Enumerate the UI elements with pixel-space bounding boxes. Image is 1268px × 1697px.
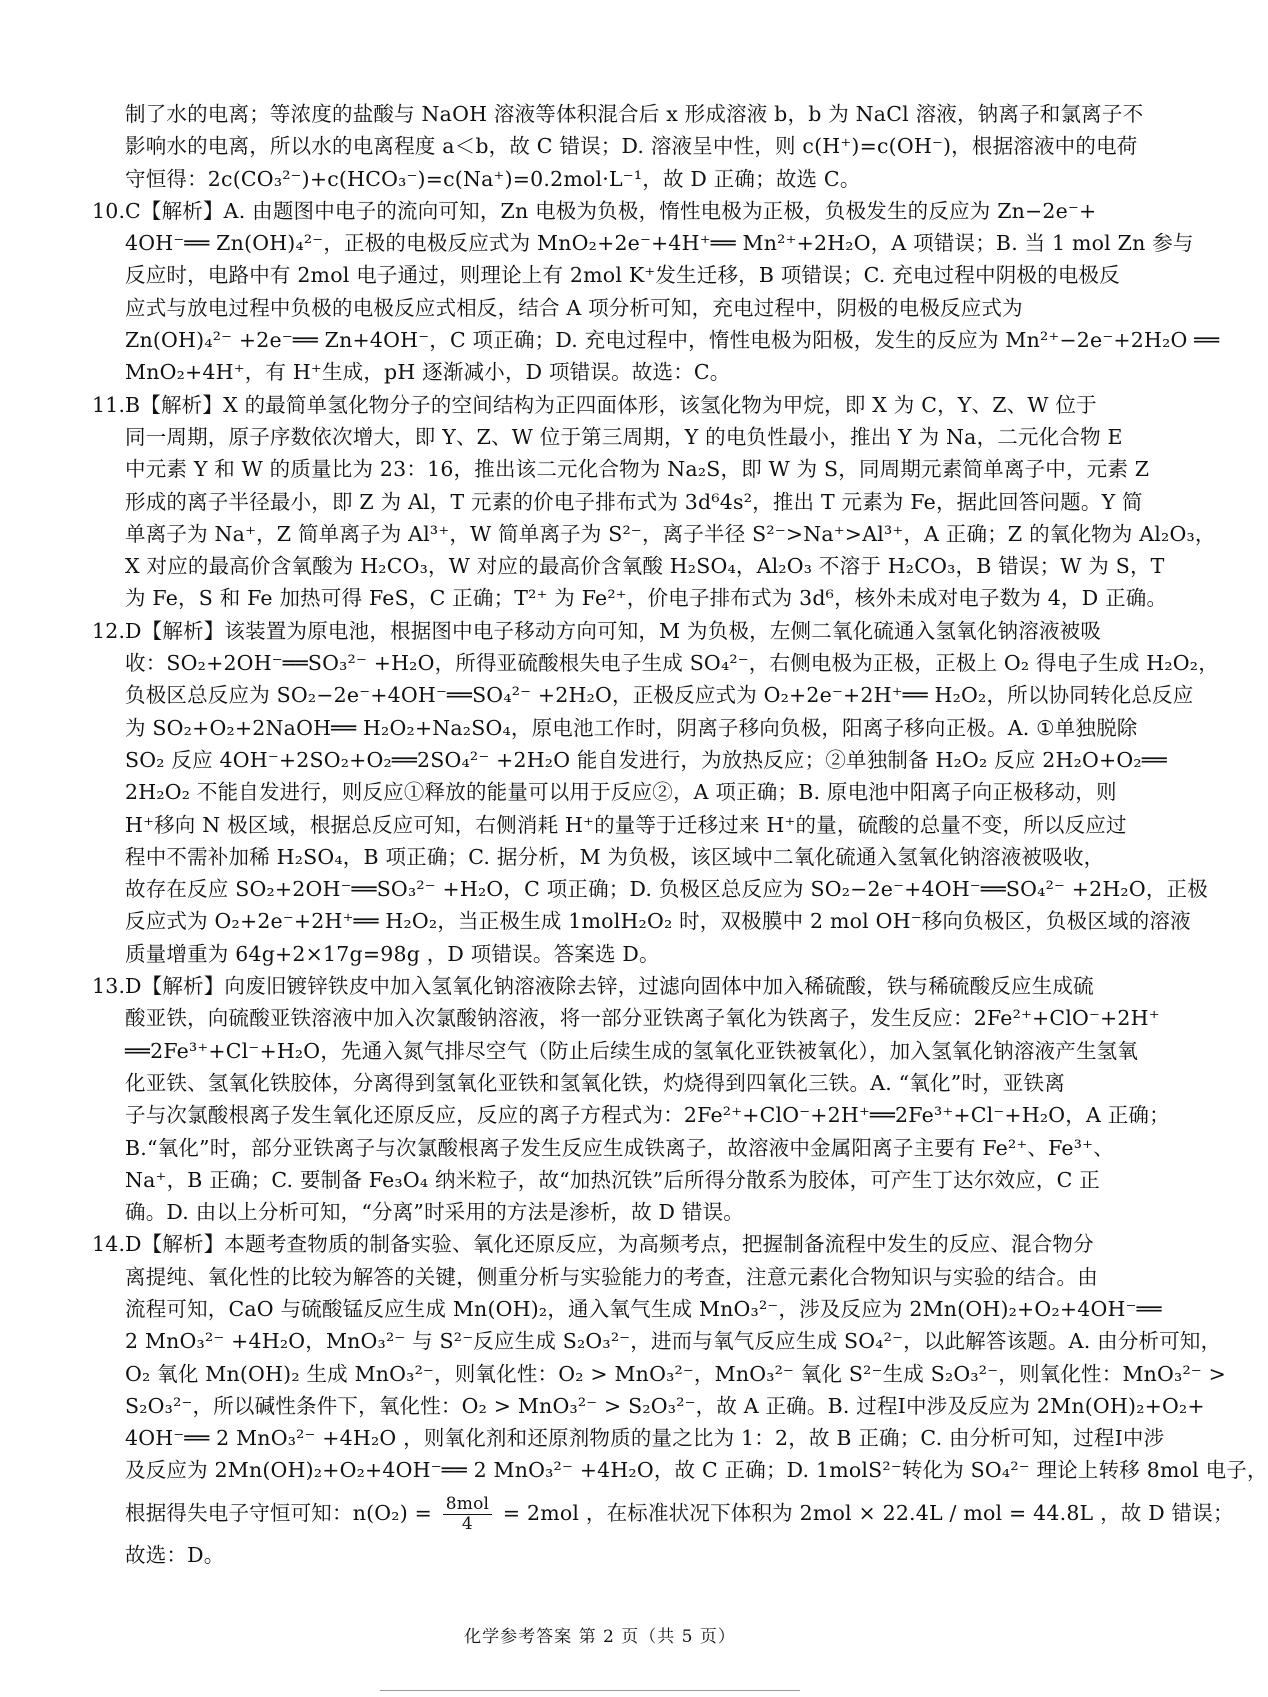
answer-12 [92, 615, 1219, 970]
text-line: D【解析】向废旧镀锌铁皮中加入氢氧化钠溶液除去锌，过滤向固体中加入稀硫酸，铁与稀硫酸反应生成硫 [125, 974, 1094, 999]
fraction-line-after: = 2mol ，在标准状况下体积为 2mol × 22.4L / mol = 44.8L ，故 D 错误； [502, 1500, 1234, 1525]
text-line: X 对应的最高价含氧酸为 H₂CO₃，W 对应的最高价含氧酸 H₂SO₄，Al₂O₃ 不溶于 H₂CO₃，B 错误；W 为 S，T [125, 554, 1165, 579]
fraction [443, 1495, 492, 1534]
text-line: C【解析】A. 由题图中电子的流向可知，Zn 电极为负极，惰性电极为正极，负极发生的反应为 Zn−2e⁻+ [125, 198, 1097, 223]
text-line: B【解析】X 的最简单氢化物分子的空间结构为正四面体形，该氢化物为甲烷，即 X 为 C，Y、Z、W 位于 [125, 392, 1097, 417]
answer-10 [92, 195, 1220, 389]
text-line: O₂ 氧化 Mn(OH)₂ 生成 MnO₃²⁻，则氧化性：O₂ > MnO₃²⁻，MnO₃²⁻ 氧化 S²⁻生成 S₂O₃²⁻，则氧化性：MnO₃²⁻ > [125, 1361, 1226, 1386]
item-number: 12. [92, 618, 126, 643]
text-line: MnO₂+4H⁺，有 H⁺生成，pH 逐渐减小，D 项错误。故选：C。 [125, 360, 731, 385]
text-line: 中元素 Y 和 W 的质量比为 23：16，推出该二元化合物为 Na₂S，即 W 为 S，同周期元素简单离子中，元素 Z [125, 457, 1150, 482]
answer-11 [92, 389, 1216, 615]
text-line: 化亚铁、氢氧化铁胶体，分离得到氢氧化亚铁和氢氧化铁，灼烧得到四氧化三铁。A. “氧化”时，亚铁离 [125, 1070, 1065, 1095]
fraction-numerator: 8mol [443, 1495, 492, 1515]
text-line: 2H₂O₂ 不能自发进行，则反应①释放的能量可以用于反应②，A 项正确；B. 原电池中阳离子向正极移动，则 [125, 780, 1117, 805]
text-line: 反应式为 O₂+2e⁻+2H⁺══ H₂O₂，当正极生成 1molH₂O₂ 时，双极膜中 2 mol OH⁻移向负极区，负极区域的溶液 [125, 909, 1191, 934]
text-line: 流程可知，CaO 与硫酸锰反应生成 Mn(OH)₂，通入氧气生成 MnO₃²⁻，涉及反应为 2Mn(OH)₂+O₂+4OH⁻══ [125, 1296, 1162, 1321]
text-line: 同一周期，原子序数依次增大，即 Y、Z、W 位于第三周期，Y 的电负性最小，推出 Y 为 Na，二元化合物 E [125, 424, 1123, 449]
item-number: 10. [92, 198, 126, 223]
bottom-divider [380, 1690, 800, 1691]
text-line: 离提纯、氧化性的比较为解答的关键，侧重分析与实验能力的考查，注意元素化合物知识与实验的结合。由 [125, 1264, 1098, 1289]
answer-13 [92, 970, 1170, 1228]
text-line: 负极区总反应为 SO₂−2e⁻+4OH⁻══SO₄²⁻ +2H₂O，正极反应式为 O₂+2e⁻+2H⁺══ H₂O₂，所以协同转化总反应 [125, 683, 1194, 708]
text-line: Zn(OH)₄²⁻ +2e⁻══ Zn+4OH⁻，C 项正确；D. 充电过程中，惰性电极为阳极，发生的反应为 Mn²⁺−2e⁻+2H₂O ══ [125, 328, 1220, 353]
text-line: 故选：D。 [125, 1542, 225, 1567]
text-line: S₂O₃²⁻，所以碱性条件下，氧化性：O₂ > MnO₃²⁻ > S₂O₃²⁻，故 A 正确。B. 过程Ⅰ中涉及反应为 2Mn(OH)₂+O₂+ [125, 1393, 1205, 1418]
fraction-denominator: 4 [461, 1513, 473, 1534]
text-line: 程中不需补加稀 H₂SO₄，B 项正确；C. 据分析，M 为负极，该区域中二氧化硫通入氢氧化钠溶液被吸收， [125, 844, 1105, 869]
item-number: 14. [92, 1232, 126, 1257]
text-line: D【解析】本题考查物质的制备实验、氧化还原反应，为高频考点，把握制备流程中发生的反应、混合物分 [125, 1232, 1094, 1257]
page-footer: 化学参考答案 第 2 页（共 5 页） [464, 1627, 736, 1647]
text-line: 酸亚铁，向硫酸亚铁溶液中加入次氯酸钠溶液，将一部分亚铁离子氧化为铁离子，发生反应：2Fe²⁺+ClO⁻+2H⁺ [125, 1006, 1160, 1031]
text-line: SO₂ 反应 4OH⁻+2SO₂+O₂══2SO₄²⁻ +2H₂O 能自发进行，为放热反应；②单独制备 H₂O₂ 反应 2H₂O+O₂══ [125, 747, 1167, 772]
text-line: 反应时，电路中有 2mol 电子通过，则理论上有 2mol K⁺发生迁移，B 项错误；C. 充电过程中阴极的电极反 [125, 263, 1120, 288]
text-line: 4OH⁻══ 2 MnO₃²⁻ +4H₂O ，则氧化剂和还原剂物质的量之比为 1：2，故 B 正确；C. 由分析可知，过程Ⅰ中涉 [125, 1426, 1165, 1451]
text-line: B.“氧化”时，部分亚铁离子与次氯酸根离子发生反应生成铁离子，故溶液中金属阳离子主要有 Fe²⁺、Fe³⁺、 [125, 1135, 1114, 1160]
text-line: 确。D. 由以上分析可知，“分离”时采用的方法是渗析，故 D 错误。 [125, 1200, 744, 1225]
text-line: 质量增重为 64g+2×17g=98g ，D 项错误。答案选 D。 [125, 941, 660, 966]
fraction-line [92, 1487, 1234, 1539]
text-line: Na⁺，B 正确；C. 要制备 Fe₃O₄ 纳米粒子，故“加热沉铁”后所得分散系为胶体，可产生丁达尔效应，C 正 [125, 1167, 1100, 1192]
intro-paragraph [92, 98, 1144, 195]
text-line: 收：SO₂+2OH⁻══SO₃²⁻ +H₂O，所得亚硫酸根失电子生成 SO₄²⁻，右侧电极为正极，正极上 O₂ 得电子生成 H₂O₂， [125, 651, 1219, 676]
text-line: 故存在反应 SO₂+2OH⁻══SO₃²⁻ +H₂O，C 项正确；D. 负极区总反应为 SO₂−2e⁻+4OH⁻══SO₄²⁻ +2H₂O，正极 [125, 877, 1208, 902]
text-line: 形成的离子半径最小，即 Z 为 Al，T 元素的价电子排布式为 3d⁶4s²，推出 T 元素为 Fe，据此回答问题。Y 简 [125, 489, 1143, 514]
text-line: 影响水的电离，所以水的电离程度 a＜b，故 C 错误；D. 溶液呈中性，则 c(H⁺)=c(OH⁻)，根据溶液中的电荷 [125, 134, 1138, 159]
text-line: 单离子为 Na⁺，Z 简单离子为 Al³⁺，W 简单离子为 S²⁻，离子半径 S²⁻>Na⁺>Al³⁺，A 正确；Z 的氧化物为 Al₂O₃， [125, 521, 1216, 546]
text-line: 及反应为 2Mn(OH)₂+O₂+4OH⁻══ 2 MnO₃²⁻ +4H₂O，故 C 正确；D. 1molS²⁻转化为 SO₄²⁻ 理论上转移 8mol 电子， [125, 1458, 1268, 1483]
text-line: 制了水的电离；等浓度的盐酸与 NaOH 溶液等体积混合后 x 形成溶液 b，b 为 NaCl 溶液，钠离子和氯离子不 [125, 102, 1144, 126]
text-line: 子与次氯酸根离子发生氧化还原反应，反应的离子方程式为：2Fe²⁺+ClO⁻+2H⁺══2Fe³⁺+Cl⁻+H₂O，A 正确； [125, 1103, 1170, 1128]
item-number: 11. [92, 392, 126, 417]
text-line: H⁺移向 N 极区域，根据总反应可知，右侧消耗 H⁺的量等于迁移过来 H⁺的量，硫酸的总量不变，所以反应过 [125, 812, 1127, 837]
text-line: 4OH⁻══ Zn(OH)₄²⁻，正极的电极反应式为 MnO₂+2e⁻+4H⁺══ Mn²⁺+2H₂O，A 项错误；B. 当 1 mol Zn 参与 [125, 231, 1194, 256]
text-line: 应式与放电过程中负极的电极反应式相反，结合 A 项分析可知，充电过程中，阴极的电极反应式为 [125, 295, 1023, 320]
text-line: 2 MnO₃²⁻ +4H₂O，MnO₃²⁻ 与 S²⁻反应生成 S₂O₃²⁻，进而与氧气反应生成 SO₄²⁻，以此解答该题。A. 由分析可知， [125, 1329, 1222, 1354]
text-line: ══2Fe³⁺+Cl⁻+H₂O，先通入氮气排尽空气（防止后续生成的氢氧化亚铁被氧化），加入氢氧化钠溶液产生氢氧 [125, 1038, 1139, 1063]
fraction-line-before: 根据得失电子守恒可知：n(O₂) = [125, 1500, 433, 1525]
text-line: 为 Fe，S 和 Fe 加热可得 FeS，C 正确；T²⁺ 为 Fe²⁺，价电子排布式为 3d⁶，核外未成对电子数为 4，D 正确。 [125, 586, 1168, 611]
item-number: 13. [92, 974, 126, 999]
text-line: 守恒得：2c(CO₃²⁻)+c(HCO₃⁻)=c(Na⁺)=0.2mol·L⁻¹，故 D 正确；故选 C。 [125, 166, 861, 191]
text-line: D【解析】该装置为原电池，根据图中电子移动方向可知，M 为负极，左侧二氧化硫通入氢氧化钠溶液被吸 [125, 618, 1102, 643]
text-line: 为 SO₂+O₂+2NaOH══ H₂O₂+Na₂SO₄，原电池工作时，阴离子移向负极，阳离子移向正极。A. ①单独脱除 [125, 715, 1138, 740]
answer-14 [92, 1228, 1268, 1571]
